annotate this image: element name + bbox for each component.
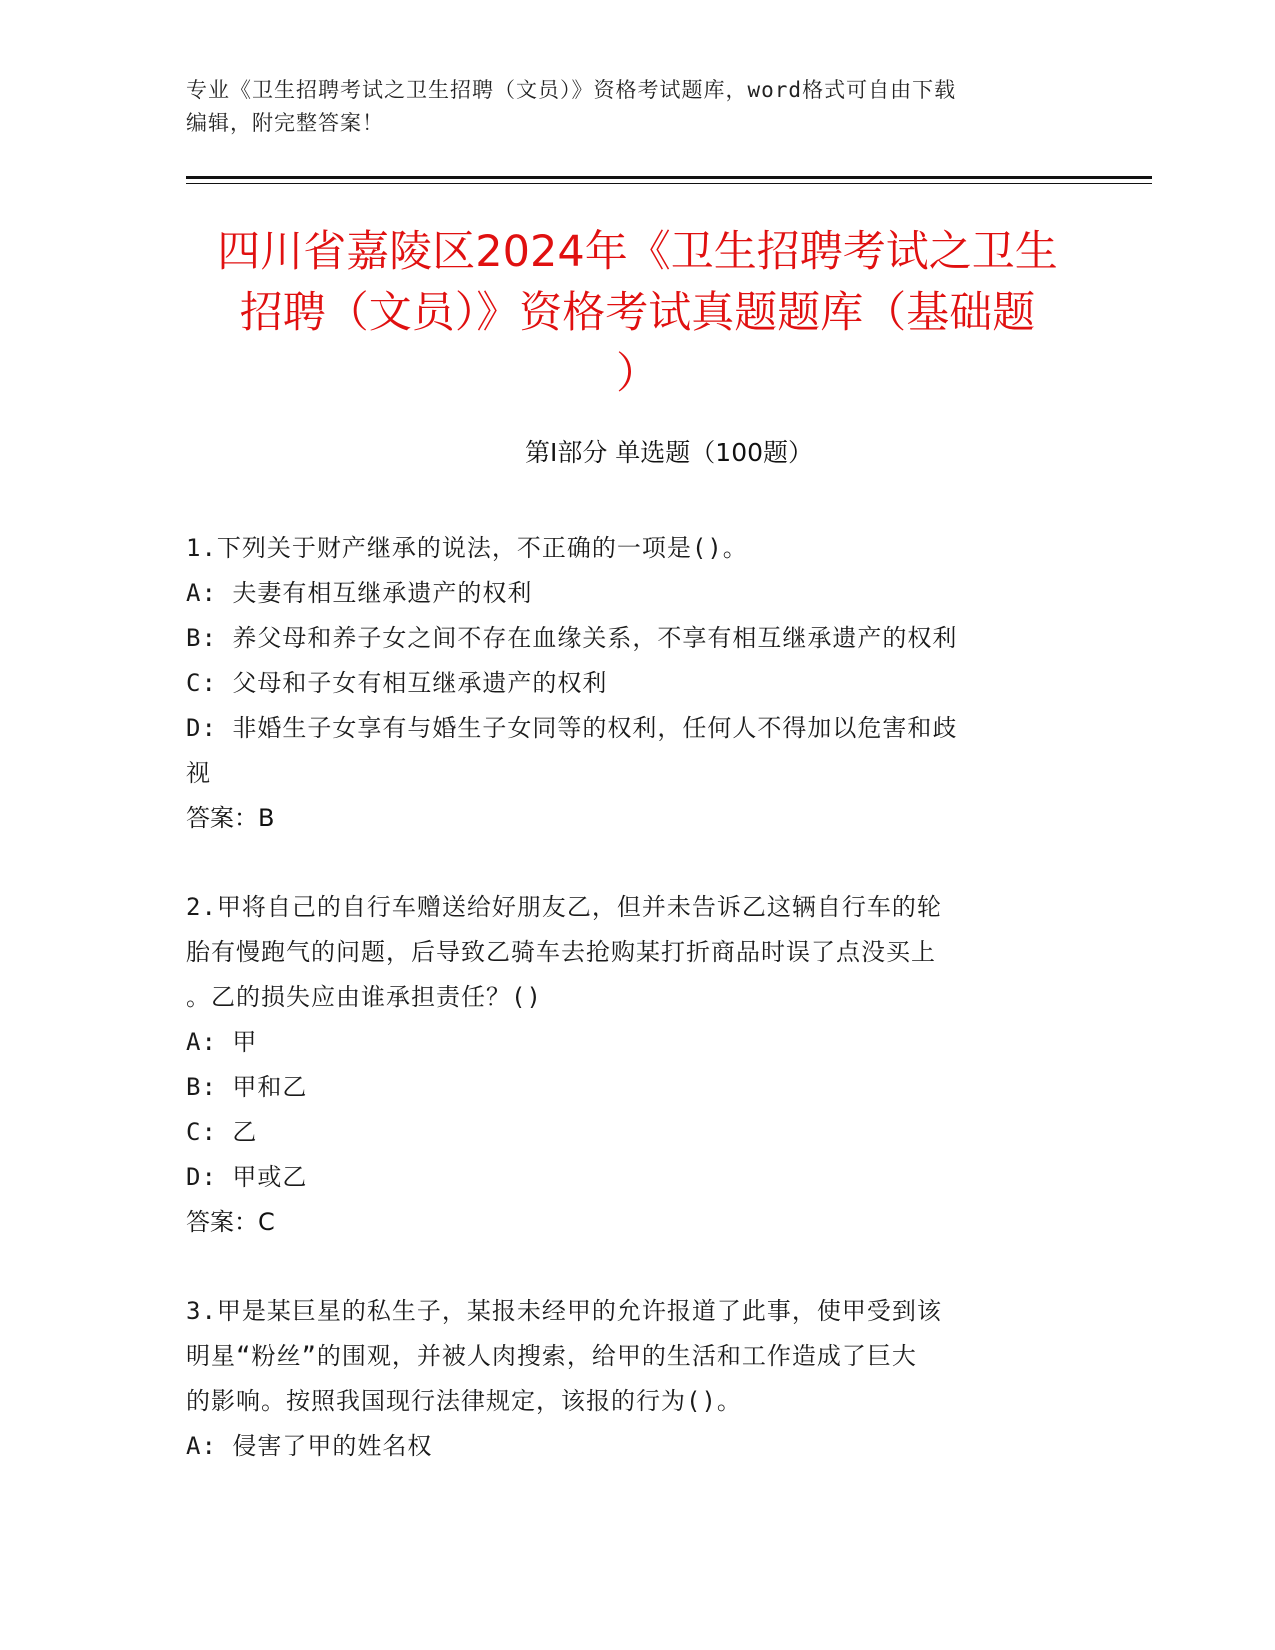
header-note-line: 编辑，附完整答案！	[186, 111, 384, 135]
document-title-line: 四川省嘉陵区2024年《卫生招聘考试之卫生	[217, 227, 1058, 277]
question-option: D: 非婚生子女享有与婚生子女同等的权利，任何人不得加以危害和歧	[186, 714, 958, 742]
document-title	[170, 222, 1105, 405]
question-stem: 。乙的损失应由谁承担责任？()	[186, 983, 542, 1011]
question-stem: 2.甲将自己的自行车赠送给好朋友乙，但并未告诉乙这辆自行车的轮	[186, 893, 942, 921]
header-divider-thick	[186, 176, 1152, 179]
header-divider-thin	[186, 183, 1152, 184]
question-option: A: 侵害了甲的姓名权	[186, 1432, 433, 1460]
question-option: B: 养父母和养子女之间不存在血缘关系，不享有相互继承遗产的权利	[186, 624, 958, 652]
question-option: B: 甲和乙	[186, 1073, 308, 1101]
section-heading: 第Ⅰ部分 单选题（100题）	[524, 438, 814, 467]
question-stem: 1.下列关于财产继承的说法，不正确的一项是()。	[186, 534, 748, 562]
header-note	[186, 74, 1066, 140]
document-title-line: 招聘（文员）》资格考试真题题库（基础题	[239, 288, 1036, 338]
question-answer: 答案：C	[186, 1208, 275, 1236]
document-title-line: ）	[616, 349, 659, 399]
question-option: C: 父母和子女有相互继承遗产的权利	[186, 669, 608, 697]
question-option: A: 夫妻有相互继承遗产的权利	[186, 579, 533, 607]
question-stem: 胎有慢跑气的问题，后导致乙骑车去抢购某打折商品时误了点没买上	[186, 938, 936, 966]
question-item	[186, 885, 1066, 1245]
question-item	[186, 526, 1066, 841]
header-note-line: 专业《卫生招聘考试之卫生招聘（文员）》资格考试题库，word格式可自由下载	[186, 78, 957, 102]
question-option: D: 甲或乙	[186, 1163, 308, 1191]
question-item	[186, 1289, 1066, 1469]
question-stem: 3.甲是某巨星的私生子，某报未经甲的允许报道了此事，使甲受到该	[186, 1297, 942, 1325]
question-option: 视	[186, 759, 211, 787]
question-answer: 答案：B	[186, 804, 275, 832]
question-option: C: 乙	[186, 1118, 258, 1146]
question-list	[186, 526, 1066, 1469]
question-option: A: 甲	[186, 1028, 258, 1056]
question-stem: 的影响。按照我国现行法律规定，该报的行为()。	[186, 1387, 742, 1415]
question-stem: 明星“粉丝”的围观，并被人肉搜索，给甲的生活和工作造成了巨大	[186, 1342, 917, 1370]
